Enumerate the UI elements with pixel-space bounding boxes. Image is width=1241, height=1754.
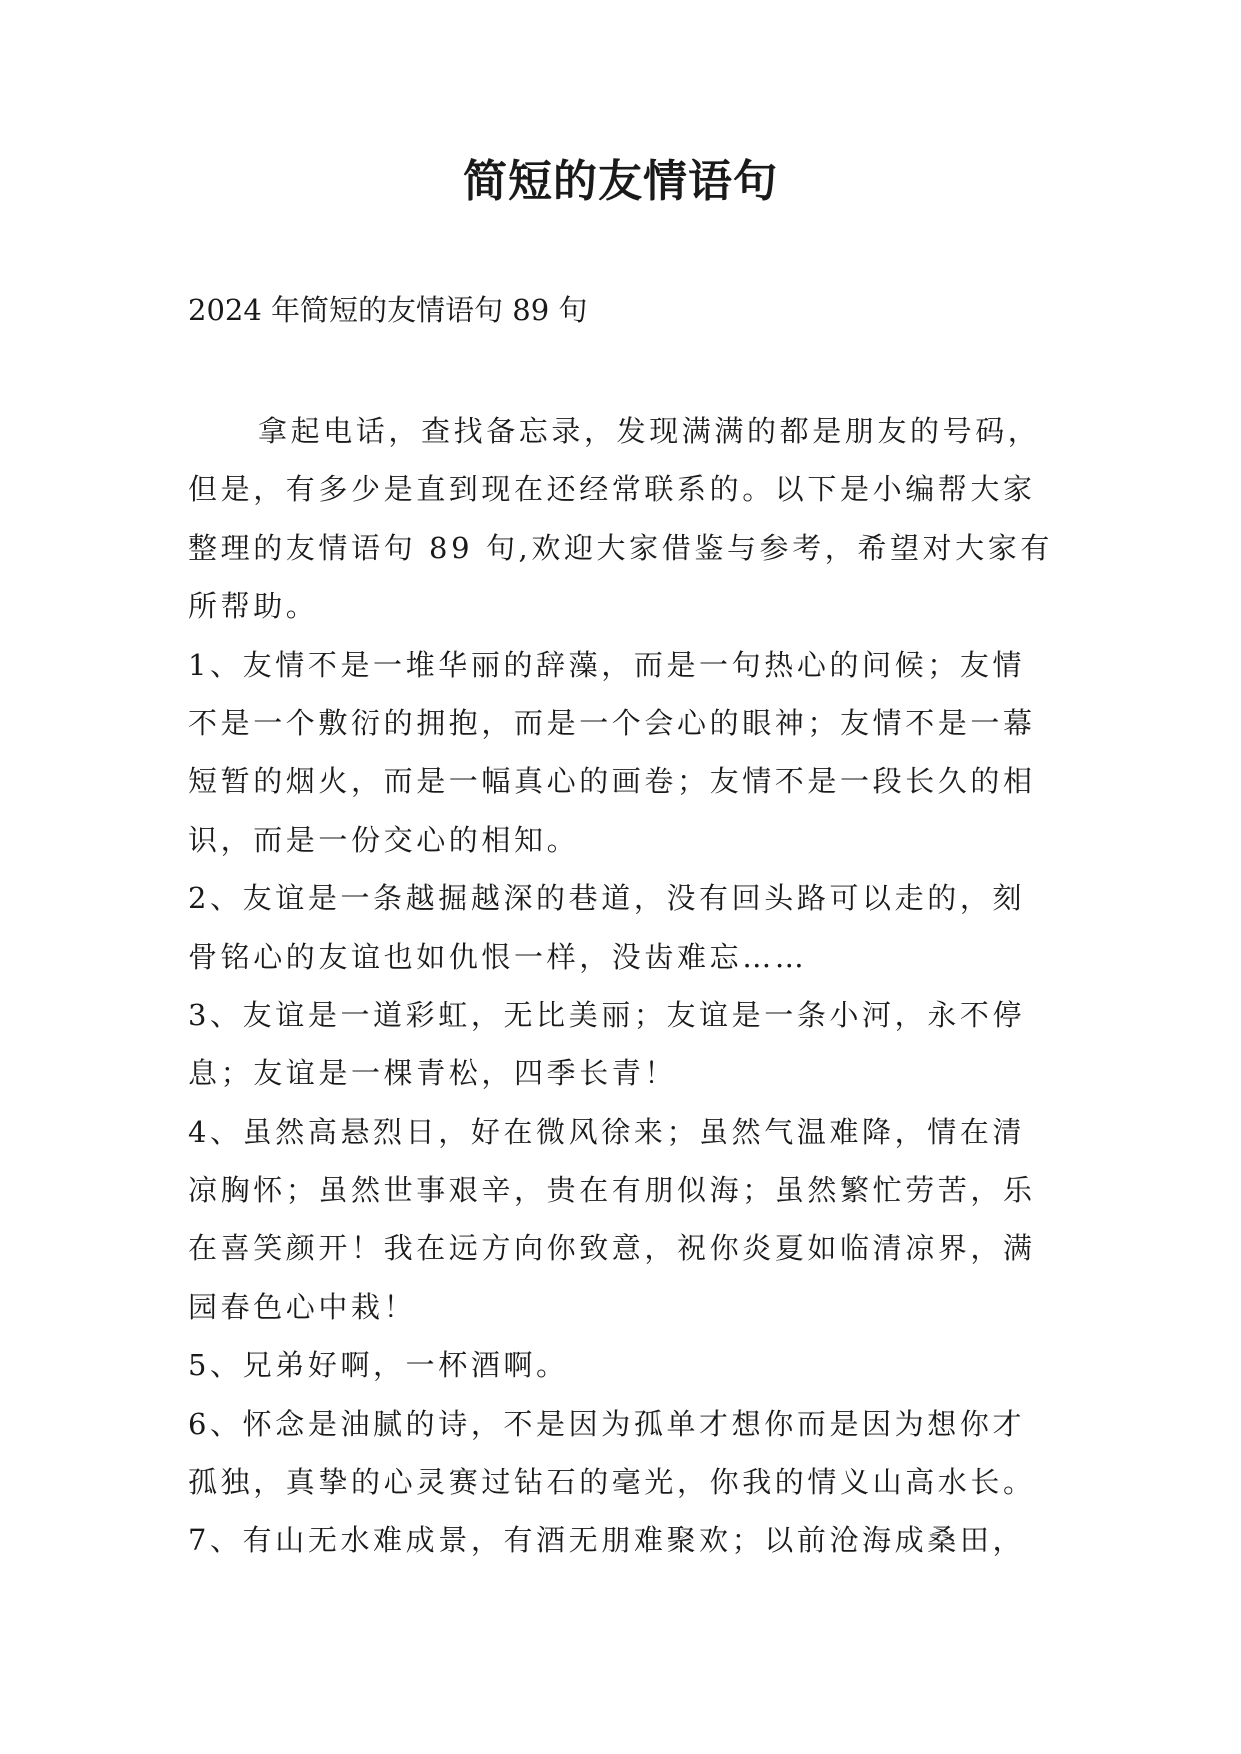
- document-body: [188, 402, 1068, 1570]
- body-line: 但是，有多少是直到现在还经常联系的。以下是小编帮大家: [188, 472, 1036, 507]
- body-line: 骨铭心的友谊也如仇恨一样，没齿难忘……: [188, 939, 808, 974]
- body-line: 所帮助。: [188, 589, 319, 624]
- body-line: 7、有山无水难成景，有酒无朋难聚欢；以前沧海成桑田，: [188, 1523, 1026, 1558]
- body-line: 在喜笑颜开！我在远方向你致意，祝你炎夏如临清凉界，满: [188, 1231, 1036, 1266]
- body-line: 识，而是一份交心的相知。: [188, 822, 580, 857]
- document-subtitle: 2024 年简短的友情语句 89 句: [188, 293, 588, 327]
- body-line: 5、兄弟好啊，一杯酒啊。: [188, 1348, 569, 1383]
- body-line: 6、怀念是油腻的诗，不是因为孤单才想你而是因为想你才: [188, 1406, 1026, 1441]
- body-line: 凉胸怀；虽然世事艰辛，贵在有朋似海；虽然繁忙劳苦，乐: [188, 1173, 1036, 1208]
- body-line: 园春色心中栽！: [188, 1289, 417, 1324]
- body-line: 孤独，真挚的心灵赛过钻石的毫光，你我的情义山高水长。: [188, 1465, 1036, 1500]
- body-line: 4、虽然高悬烈日，好在微风徐来；虽然气温难降，情在清: [188, 1114, 1026, 1149]
- body-line: 1、友情不是一堆华丽的辞藻，而是一句热心的问候；友情: [188, 647, 1026, 682]
- document-title: 简短的友情语句: [463, 156, 778, 207]
- body-line: 3、友谊是一道彩虹，无比美丽；友谊是一条小河，永不停: [188, 997, 1026, 1032]
- body-line: 整理的友情语句 89 句,欢迎大家借鉴与参考，希望对大家有: [188, 530, 1053, 565]
- body-line: 息；友谊是一棵青松，四季长青！: [188, 1056, 678, 1091]
- body-line: 不是一个敷衍的拥抱，而是一个会心的眼神；友情不是一幕: [188, 705, 1036, 740]
- body-line: 2、友谊是一条越掘越深的巷道，没有回头路可以走的，刻: [188, 881, 1026, 916]
- body-line: 短暂的烟火，而是一幅真心的画卷；友情不是一段长久的相: [188, 764, 1036, 799]
- body-line: 拿起电话，查找备忘录，发现满满的都是朋友的号码，: [258, 414, 1041, 448]
